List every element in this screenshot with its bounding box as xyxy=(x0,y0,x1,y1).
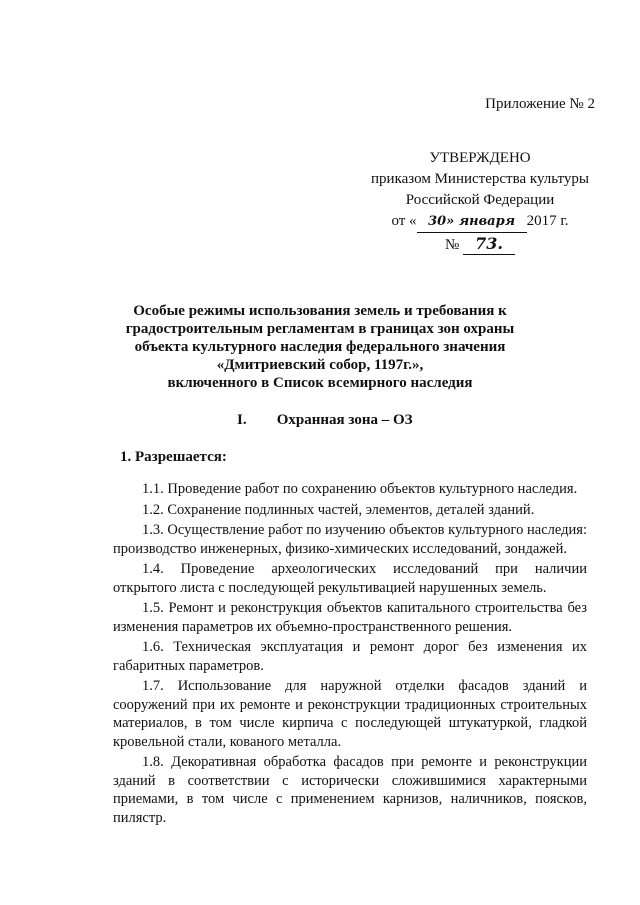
order-date-line xyxy=(360,211,600,233)
section-number: I. xyxy=(237,412,247,428)
allowed-heading: 1. Разрешается: xyxy=(120,449,227,465)
list-item: 1.8. Декоративная обработка фасадов при ремонте и реконструкции зданий в соответствии с исторически сложившимися характерными приемами, в том числе с применением карнизов, наличников, поясков, пилястр. xyxy=(113,754,587,826)
order-line-1: приказом Министерства культуры xyxy=(371,171,589,187)
title-line-1: Особые режимы использования земель и требования к xyxy=(133,303,507,319)
date-suffix: 2017 г. xyxy=(526,213,569,229)
title-line-5: включенного в Список всемирного наследия xyxy=(167,375,473,391)
order-line-2: Российской Федерации xyxy=(405,192,555,208)
title-line-3: объекта культурного наследия федерального значения xyxy=(134,339,506,355)
section-heading xyxy=(237,412,413,429)
document-title xyxy=(110,302,530,392)
approval-block xyxy=(360,148,600,256)
items-list xyxy=(113,480,587,829)
list-item: 1.5. Ремонт и реконструкция объектов капитального строительства без изменения параметров их объемно-пространственного решения. xyxy=(113,600,587,635)
section-name: Охранная зона – ОЗ xyxy=(276,412,413,428)
title-line-4: «Дмитриевский собор, 1197г.», xyxy=(216,357,424,373)
handwritten-number: 73. xyxy=(463,233,515,255)
handwritten-date: 30» января xyxy=(417,211,527,233)
order-number-line xyxy=(360,233,600,256)
list-item: 1.6. Техническая эксплуатация и ремонт дорог без изменения их габаритных параметров. xyxy=(113,639,587,674)
list-item: 1.4. Проведение археологических исследований при наличии открытого листа с последующей рекультивацией нарушенных земель. xyxy=(113,561,587,596)
appendix-label: Приложение № 2 xyxy=(485,96,595,112)
list-item: 1.3. Осуществление работ по изучению объектов культурного наследия: производство инженерных, физико-химических исследований, зондажей. xyxy=(113,522,587,557)
list-item: 1.2. Сохранение подлинных частей, элементов, деталей зданий. xyxy=(142,501,535,518)
date-prefix: от « xyxy=(391,213,417,229)
title-line-2: градостроительным регламентам в границах зон охраны xyxy=(125,321,515,337)
approved-label: УТВЕРЖДЕНО xyxy=(429,150,531,166)
list-item: 1.1. Проведение работ по сохранению объектов культурного наследия. xyxy=(142,481,578,497)
number-prefix: № xyxy=(444,237,460,253)
list-item: 1.7. Использование для наружной отделки фасадов зданий и сооружений при их ремонте и реконструкции традиционных строительных материалов, в том числе кирпича с последующей штукатуркой, гладкой кровельной стали, кованого металла. xyxy=(113,678,587,750)
